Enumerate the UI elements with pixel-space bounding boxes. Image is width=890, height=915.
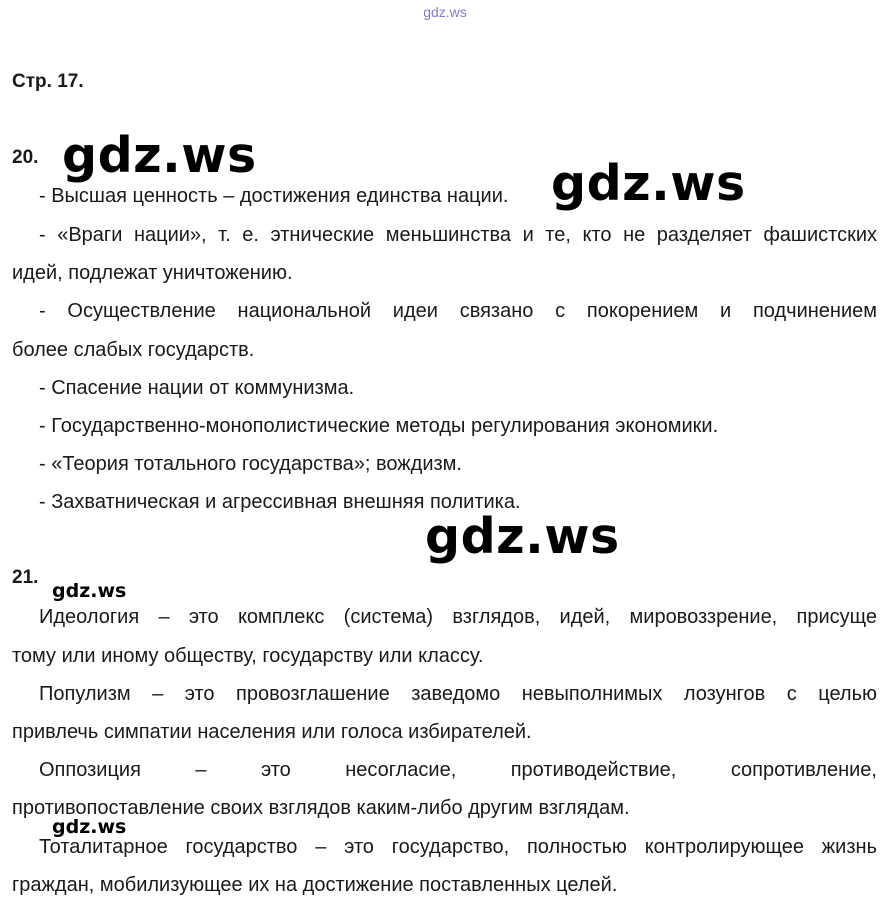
q20-line-7: - Государственно-монополистические методы регулирования экономики. [39,415,719,437]
watermark-top: gdz.ws [423,4,467,20]
q20-line-4: - Осуществление национальной идеи связано с покорением и подчинением [39,300,877,322]
watermark-4: gdz.ws [52,580,127,602]
watermark-3: gdz.ws [425,508,620,565]
q20-line-5: более слабых государств. [12,339,255,361]
q20-line-6: - Спасение нации от коммунизма. [39,377,355,399]
q21-line-6: противопоставление своих взглядов каким-либо другим взглядам. [12,797,630,819]
q20-line-8: - «Теория тотального государства»; вождизм. [39,453,462,475]
q20-line-1: - Высшая ценность – достижения единства нации. [39,185,509,207]
q21-line-4: привлечь симпатии населения или голоса избирателей. [12,721,532,743]
page-reference: Стр. 17. [12,71,84,92]
q21-line-1: Идеология – это комплекс (система) взглядов, идей, мировоззрение, присуще [39,606,877,628]
q21-line-8: граждан, мобилизующее их на достижение поставленных целей. [12,874,618,896]
watermark-1: gdz.ws [62,127,257,184]
watermark-5: gdz.ws [52,816,127,838]
q21-line-7: Тоталитарное государство – это государство, полностью контролирующее жизнь [39,836,877,858]
question-21-number: 21. [12,567,39,588]
q20-line-2: - «Враги нации», т. е. этнические меньшинства и те, кто не разделяет фашистских [39,224,877,246]
q20-line-3: идей, подлежат уничтожению. [12,262,293,284]
q21-line-5: Оппозиция – это несогласие, противодействие, сопротивление, [39,759,877,781]
q21-line-3: Популизм – это провозглашение заведомо невыполнимых лозунгов с целью [39,683,877,705]
q20-line-9: - Захватническая и агрессивная внешняя политика. [39,491,521,513]
watermark-2: gdz.ws [551,155,746,212]
q21-line-2: тому или иному обществу, государству или классу. [12,645,484,667]
question-20-number: 20. [12,147,39,168]
